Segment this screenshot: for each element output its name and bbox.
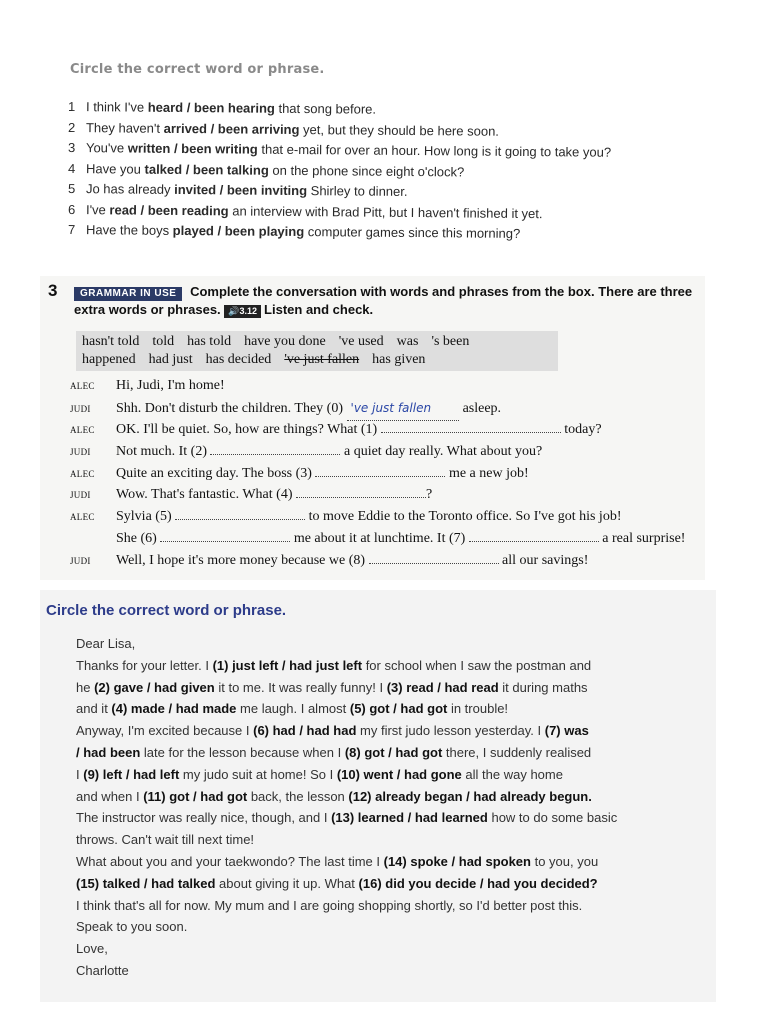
answer-options[interactable]: (7) was <box>544 723 589 739</box>
letter-text: in trouble! <box>447 701 509 717</box>
grammar-badge: GRAMMAR IN USE <box>74 287 182 301</box>
dialogue-text: Hi, Judi, I'm home! <box>116 378 225 393</box>
answer-options[interactable]: (13) learned / had learned <box>331 810 488 826</box>
item-number: 7 <box>67 222 76 238</box>
exercise-number: 3 <box>48 281 58 300</box>
answer-options[interactable]: arrived / been arriving <box>163 120 300 137</box>
word-box-item: was <box>396 334 419 349</box>
example-answer: 've just fallen <box>350 400 432 415</box>
speaker-label: JUDI <box>70 447 91 458</box>
speaker-label: JUDI <box>70 490 91 501</box>
speaker-label: ALEC <box>70 381 95 391</box>
answer-blank[interactable] <box>381 418 561 433</box>
item-text: I think I've <box>85 99 148 115</box>
letter-text: The instructor was really nice, though, and I <box>76 810 332 826</box>
answer-blank[interactable] <box>160 527 290 542</box>
item-number: 4 <box>67 160 76 176</box>
letter-line <box>76 807 716 829</box>
audio-track-label: 3.12 <box>239 306 258 316</box>
letter-text: my judo suit at home! So I <box>179 766 337 782</box>
answer-options[interactable]: / had been <box>76 744 141 760</box>
dialogue-text: OK. I'll be quiet. So, how are things? What (1) <box>116 422 381 438</box>
answer-options[interactable]: (2) gave / had given <box>94 679 215 695</box>
answer-options[interactable]: talked / been talking <box>144 161 269 178</box>
answer-options[interactable]: (6) had / had had <box>253 723 357 739</box>
dialogue-text: a real surprise! <box>598 530 686 546</box>
letter-text: all the way home <box>461 766 563 782</box>
letter-body <box>76 633 716 982</box>
grammar-in-use-exercise <box>40 276 705 580</box>
dialogue-line <box>70 397 710 419</box>
letter-line <box>76 895 716 917</box>
letter-line <box>76 655 716 677</box>
answer-options[interactable]: (11) got / had got <box>143 788 248 804</box>
answer-blank[interactable] <box>469 527 599 542</box>
item-number: 3 <box>67 140 76 156</box>
answer-options[interactable]: (3) read / had read <box>386 679 499 695</box>
letter-text: back, the lesson <box>247 788 349 804</box>
answer-options[interactable]: (15) talked / had talked <box>76 875 216 891</box>
instruction-text: Complete the conversation with words and phrases from the box. There are three extra words or phrases. <box>74 284 693 317</box>
item-text: You've <box>85 140 128 156</box>
letter-line <box>76 916 716 938</box>
dialogue-text: all our savings! <box>498 552 589 568</box>
letter-text: Anyway, I'm excited because I <box>76 723 254 739</box>
word-box-item: has decided <box>205 352 272 367</box>
exercise-instruction <box>74 283 699 318</box>
letter-text: my first judo lesson yesterday. I <box>356 723 545 739</box>
answer-options[interactable]: heard / been hearing <box>147 99 275 116</box>
item-text: I've <box>85 201 110 217</box>
answer-options[interactable]: (4) made / had made <box>111 701 237 717</box>
answer-options[interactable]: written / been writing <box>127 140 258 157</box>
item-number: 6 <box>67 201 76 217</box>
letter-text: he <box>76 679 95 695</box>
letter-text: I <box>76 766 84 782</box>
dialogue-text: Sylvia (5) <box>116 509 176 525</box>
word-box-item: have you done <box>244 334 326 349</box>
item-text: Have the boys <box>85 222 173 238</box>
letter-line <box>76 829 716 851</box>
answer-options[interactable]: invited / been inviting <box>174 181 308 199</box>
answer-blank[interactable] <box>315 462 445 477</box>
dialogue-text: me about it at lunchtime. It (7) <box>290 530 469 546</box>
speaker-label: ALEC <box>70 512 95 523</box>
item-text: that e-mail for over an hour. How long is it going to take you? <box>257 141 612 160</box>
letter-exercise <box>40 590 716 1002</box>
answer-options[interactable]: (8) got / had got <box>344 744 443 760</box>
dialogue-text: a quiet day really. What about you? <box>340 444 543 460</box>
letter-text: about giving it up. What <box>215 875 359 891</box>
item-text: They haven't <box>85 119 164 136</box>
letter-line <box>76 698 716 720</box>
letter-text: Dear Lisa, <box>76 636 136 651</box>
letter-text: I think that's all for now. My mum and I are going shopping shortly, so I'd better post this. <box>76 897 583 913</box>
dialogue-text: Wow. That's fantastic. What (4) <box>116 487 296 503</box>
dialogue-line <box>70 483 710 505</box>
letter-text: throws. Can't wait till next time! <box>76 832 255 848</box>
letter-text: late for the lesson because when I <box>140 744 345 760</box>
listen-text: Listen and check. <box>264 302 374 317</box>
letter-text: and it <box>76 701 112 717</box>
dialogue-line <box>70 505 710 527</box>
answer-options[interactable]: (16) did you decide / had you decided? <box>358 875 598 891</box>
dialogue-text: to move Eddie to the Toronto office. So I've got his job! <box>305 509 622 525</box>
item-number: 2 <box>67 119 76 135</box>
word-box-item: had just <box>148 352 193 367</box>
answer-blank[interactable] <box>347 397 460 421</box>
answer-options[interactable]: played / been playing <box>172 222 305 240</box>
item-text: on the phone since eight o'clock? <box>268 162 465 179</box>
item-text: that song before. <box>274 100 377 117</box>
letter-line <box>76 677 716 699</box>
audio-icon[interactable]: 🔊3.12 <box>224 305 261 318</box>
letter-line <box>76 742 716 764</box>
letter-exercise-title: Circle the correct word or phrase. <box>46 602 287 619</box>
letter-line <box>76 786 716 808</box>
answer-blank[interactable] <box>210 440 340 455</box>
letter-text: What about you and your taekwondo? The last time I <box>76 853 384 869</box>
dialogue-line <box>70 418 710 440</box>
dialogue-text: Well, I hope it's more money because we (8) <box>116 552 369 568</box>
dialogue-line <box>70 462 710 484</box>
letter-text: there, I suddenly realised <box>442 744 592 760</box>
dialogue-text: Not much. It (2) <box>116 444 211 460</box>
dialogue-text: asleep. <box>459 400 502 416</box>
letter-text: to you, you <box>530 853 599 869</box>
answer-blank[interactable] <box>369 549 499 564</box>
dialogue-text: ? <box>425 487 433 503</box>
exercise-list <box>68 97 748 241</box>
dialogue-text: Shh. Don't disturb the children. They (0) <box>116 400 347 416</box>
word-box-item: 've used <box>338 334 384 349</box>
speaker-label: ALEC <box>70 468 95 479</box>
letter-text: and when I <box>76 788 144 804</box>
speaker-label: JUDI <box>70 555 91 566</box>
answer-blank[interactable] <box>296 483 426 498</box>
dialogue-text: today? <box>560 422 602 438</box>
dialogue-line <box>70 440 710 462</box>
letter-line <box>76 720 716 742</box>
item-text: an interview with Brad Pitt, but I haven't finished it yet. <box>228 202 543 221</box>
answer-options[interactable]: (14) spoke / had spoken <box>383 853 531 869</box>
answer-options[interactable]: (9) left / had left <box>83 766 180 782</box>
letter-text: how to do some basic <box>487 810 618 826</box>
letter-line <box>76 960 716 982</box>
dialogue-text: Quite an exciting day. The boss (3) <box>116 465 316 481</box>
word-box-item: told <box>152 334 175 349</box>
item-text: Have you <box>85 160 145 177</box>
answer-options[interactable]: (5) got / had got <box>349 701 448 717</box>
word-box-item: happened <box>82 352 136 367</box>
answer-options[interactable]: (1) just left / had just left <box>212 657 363 673</box>
word-box-item: has given <box>372 352 426 367</box>
letter-text: Speak to you soon. <box>76 919 188 935</box>
letter-line <box>76 633 716 655</box>
letter-text: Love, <box>76 941 108 957</box>
item-number: 1 <box>67 99 76 115</box>
word-box-row <box>82 333 552 351</box>
item-text: Jo has already <box>85 181 175 197</box>
word-box-row <box>82 351 552 369</box>
letter-line <box>76 873 716 895</box>
word-box-item: hasn't told <box>82 334 140 349</box>
letter-text: Charlotte <box>76 962 129 978</box>
item-text: computer games since this morning? <box>304 224 521 241</box>
word-box <box>76 331 558 371</box>
item-text: yet, but they should be here soon. <box>299 121 500 139</box>
letter-text: me laugh. I almost <box>236 701 350 717</box>
exercise-circle-section <box>0 0 768 250</box>
conversation <box>70 375 710 570</box>
letter-text: it during maths <box>498 679 588 695</box>
dialogue-text: She (6) <box>116 530 161 546</box>
answer-options[interactable]: (12) already began / had already begun. <box>348 788 592 804</box>
letter-text: Thanks for your letter. I <box>76 657 213 673</box>
word-box-item: 've just fallen <box>284 352 360 367</box>
answer-options[interactable]: (10) went / had gone <box>336 766 462 782</box>
item-text: Shirley to dinner. <box>307 183 408 199</box>
speaker-label: ALEC <box>70 425 95 436</box>
dialogue-text: me a new job! <box>445 465 529 481</box>
speaker-label: JUDI <box>70 403 91 414</box>
answer-options[interactable]: read / been reading <box>109 201 229 218</box>
word-box-item: has told <box>187 334 232 349</box>
exercise-title: Circle the correct word or phrase. <box>70 62 325 77</box>
letter-text: for school when I saw the postman and <box>362 657 592 673</box>
word-box-item: 's been <box>431 334 470 349</box>
dialogue-line <box>70 375 710 397</box>
letter-line <box>76 764 716 786</box>
dialogue-line <box>70 527 710 549</box>
letter-line <box>76 851 716 873</box>
letter-text: it to me. It was really funny! I <box>214 679 387 695</box>
answer-blank[interactable] <box>175 505 305 520</box>
letter-line <box>76 938 716 960</box>
dialogue-line <box>70 549 710 571</box>
item-number: 5 <box>67 181 76 197</box>
